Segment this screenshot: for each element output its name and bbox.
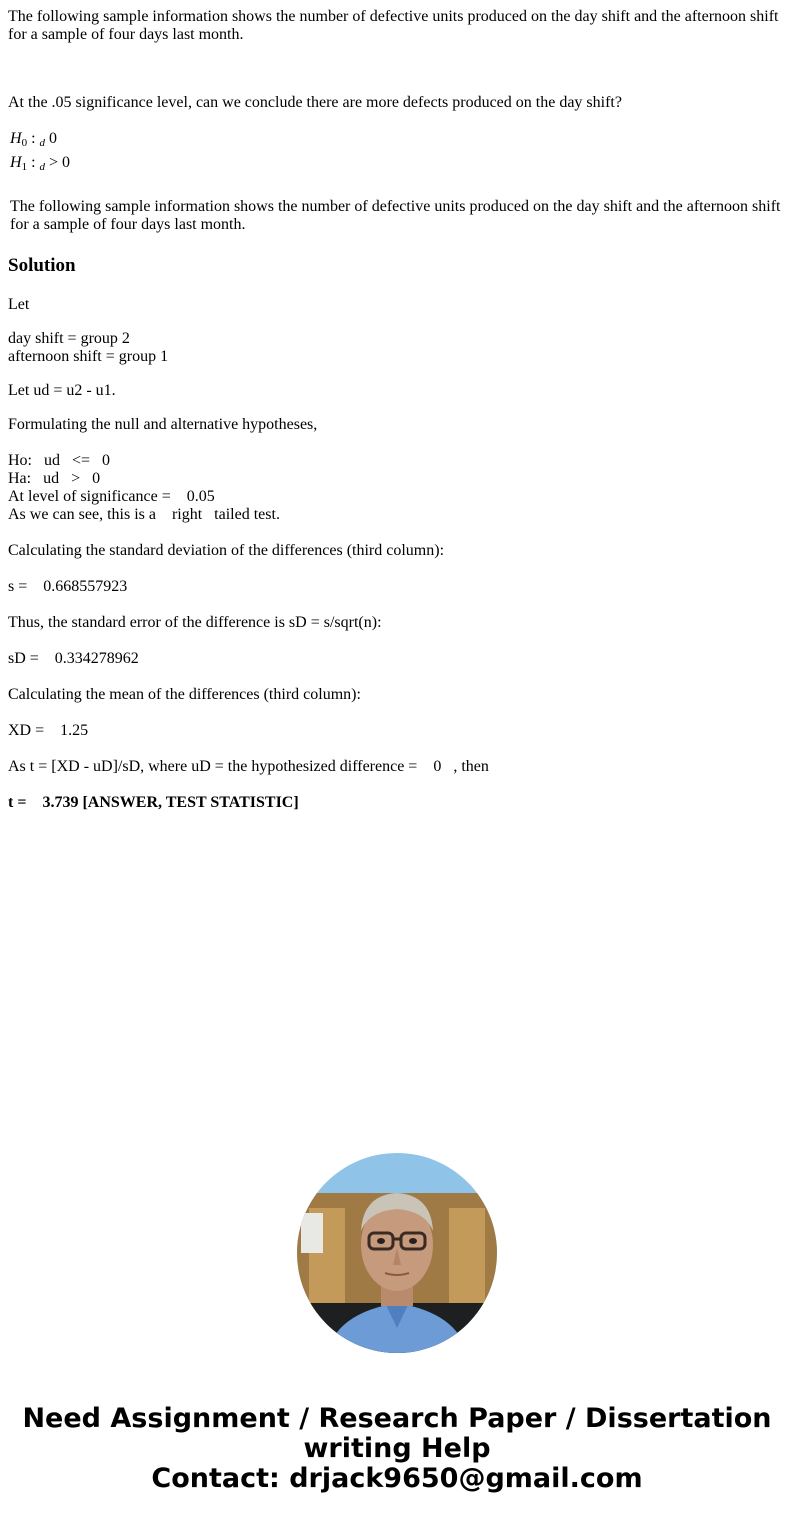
- avatar: [297, 1153, 497, 1353]
- footer-line-1: Need Assignment / Research Paper / Dissertation: [22, 1403, 772, 1434]
- group1-line: afternoon shift = group 1: [8, 348, 169, 365]
- footer-contact: Contact: drjack9650@gmail.com: [151, 1463, 643, 1494]
- ho-line: Ho: ud <= 0: [8, 452, 111, 469]
- h1-rest: > 0: [49, 154, 71, 171]
- null-hypothesis: [10, 128, 70, 152]
- solution-heading: Solution: [8, 255, 76, 276]
- h0-rest: 0: [49, 130, 58, 147]
- group2-line: day shift = group 2: [8, 330, 130, 347]
- h1-colon: :: [31, 154, 36, 171]
- t-result: t = 3.739 [ANSWER, TEST STATISTIC]: [8, 794, 299, 811]
- h0-sub: 0: [21, 137, 28, 149]
- footer-banner: [0, 1404, 794, 1494]
- define-line: Let ud = u2 - u1.: [8, 382, 116, 399]
- question-prompt: At the .05 significance level, can we conclude there are more defects produced on the day shift?: [8, 94, 622, 111]
- h1-sub: 1: [21, 161, 28, 173]
- s-value: s = 0.668557923: [8, 578, 128, 595]
- calc-sd-line: Calculating the standard deviation of the differences (third column):: [8, 542, 445, 559]
- h0-colon: :: [31, 130, 36, 147]
- se-text: Thus, the standard error of the difference is sD = s/sqrt(n):: [8, 614, 382, 631]
- calc-mean-line: Calculating the mean of the differences (third column):: [8, 686, 361, 703]
- h0-mu-sub: d: [39, 137, 46, 149]
- question-intro: The following sample information shows the number of defective units produced on the day shift and the afternoon shift for a sample of four days last month.: [8, 8, 779, 43]
- formulating-line: Formulating the null and alternative hypotheses,: [8, 416, 318, 433]
- hypotheses-block: [10, 128, 70, 176]
- tail-line: As we can see, this is a right tailed test.: [8, 506, 280, 523]
- h1-mu-sub: d: [39, 161, 46, 173]
- alt-hypothesis: [10, 152, 70, 176]
- footer-line-2: writing Help: [303, 1433, 491, 1464]
- question-repeat: The following sample information shows the number of defective units produced on the day shift and the afternoon shift for a sample of four days last month.: [10, 198, 781, 233]
- sd-value: sD = 0.334278962: [8, 650, 139, 667]
- avatar-portrait: [297, 1153, 497, 1353]
- alpha-line: At level of significance = 0.05: [8, 488, 215, 505]
- t-formula-line: As t = [XD - uD]/sD, where uD = the hypothesized difference = 0 , then: [8, 758, 489, 775]
- ha-line: Ha: ud > 0: [8, 470, 101, 487]
- solution-let: Let: [8, 296, 30, 313]
- xd-value: XD = 1.25: [8, 722, 89, 739]
- h0-symbol: H: [10, 130, 22, 147]
- h1-symbol: H: [10, 154, 22, 171]
